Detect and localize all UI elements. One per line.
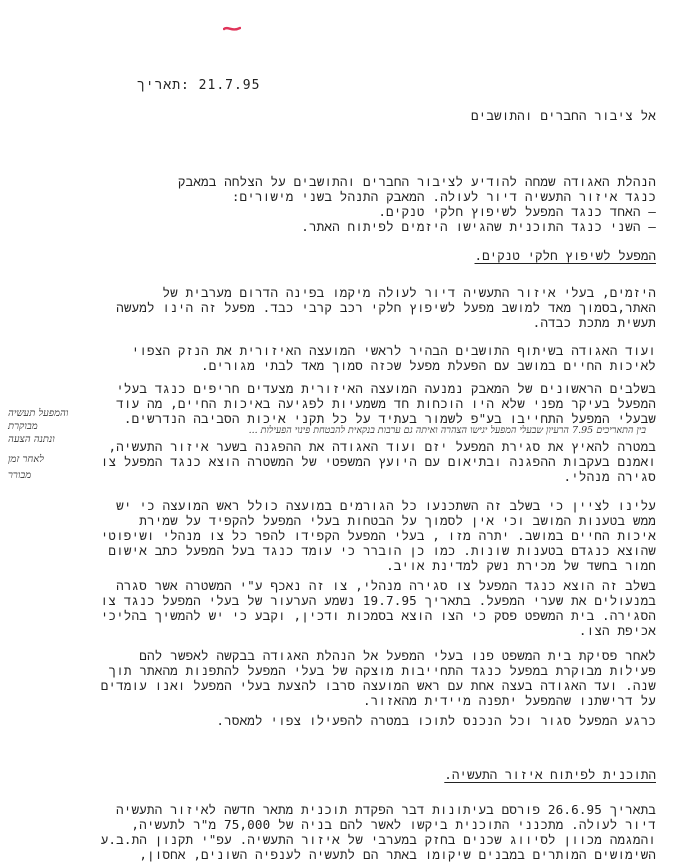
- paragraph-line: ממש בטענות המושב וכי אין לסמוך על הבטחות בעלי המפעל להקפיד על שמירת: [139, 513, 656, 528]
- red-pen-mark: [223, 25, 241, 33]
- intro-line: הנהלת האגודה שמחה להודיע לציבור החברים והתושבים על הצלחה במאבק: [177, 174, 656, 189]
- section-heading-tank-plant: המפעל לשיפוץ חלקי טנקים.: [474, 248, 656, 263]
- handwritten-margin-note: מבורר: [8, 470, 32, 481]
- paragraph-line: חמור בחשד של מכירת נשק למדינת אויב.: [386, 558, 656, 573]
- paragraph-line: דיור לעולה. מתכנני התוכנית ביקשו לאשר להם בניה של 75,000 מ"ר לתעשיה,: [131, 817, 656, 832]
- paragraph-line: איכות החיים במושב. יתרה מזו , בעלי המפעל הקפידו להפר כל צו מנהלי ושיפוטי: [100, 528, 656, 543]
- handwritten-margin-note: ונתנה הצעה: [8, 434, 55, 445]
- paragraph-line: ועוד האגודה בשיתוף התושבים הבהיר לראשי המועצה האיזורית את הנזק הצפוי: [131, 343, 656, 358]
- handwritten-margin-note: לאחר זמן: [8, 454, 44, 465]
- paragraph-line: בשלב זה הוצא כנגד המפעל צו סגירה מנהלי, צו זה נאכף ע"י המשטרה אשר סגרה: [116, 578, 656, 593]
- paragraph-line: פעילות מבוקרת במפעל כנגד התחייבות מוצקה של בעלי המפעל להתפנות מהאתר תוך: [108, 663, 656, 678]
- paragraph-line: היזמים, בעלי איזור התעשיה דיור לעולה מיקמו בפינה הדרום מערבית של: [162, 285, 656, 300]
- intro-line: – האחד כנגד המפעל לשיפוץ חלקי טנקים.: [378, 204, 656, 219]
- paragraph-line: בתאריך 26.6.95 פורסם בעיתונות דבר הפקדת תוכנית מתאר חדשה לאיזור התעשיה: [116, 802, 656, 817]
- paragraph-line: שהוצא כנגדם בטענות שונות. כמו כן הוברר כי עומד כנגד בעל המפעל כתב אישום: [108, 543, 656, 558]
- paragraph-line: בשלבים הראשונים של המאבק נמנעה המועצה האיזורית מצעדים חריפים כנגד בעלי: [116, 381, 656, 396]
- paragraph-line: אכיפת הצו.: [578, 623, 656, 638]
- paragraph-line: לאיכות החיים במושב עם הפעלת מפעל שכזה סמוך מאד לבתי מגורים.: [200, 358, 656, 373]
- paragraph-line: במטרה להאיץ את סגירת המפעל יזם ועוד האגודה את ההפגנה בשער איזור התעשיה,: [108, 439, 656, 454]
- handwritten-margin-note: מבוקרת: [8, 421, 38, 432]
- paragraph-line: עלינו לציין כי בשלב זה השתכנעו כל הגורמים במועצה כולל ראש המועצה כי יש: [116, 498, 656, 513]
- intro-line: – השני כנגד התוכנית שהגישו היזמים לפיתוח האתר.: [301, 219, 656, 234]
- intro-line: כנגד איזור התעשיה דיור לעולה. המאבק התנהל בשני מישורים:: [231, 189, 656, 204]
- paragraph-line: ואמנם בעקבות ההפגנה ובתיאום עם היועץ המשפטי של המשטרה הוצא כנגד המפעל צו: [100, 454, 656, 469]
- paragraph-line: כרגע המפעל סגור וכל הנכנס לתוכו במטרה להפעילו צפוי למאסר.: [216, 713, 656, 728]
- paragraph-line: והמגמה מכוון לסיווג שכנים בחזק במערבי של איזור התעשיה. עפ"י תקנון הת.ב.ע: [100, 832, 656, 847]
- paragraph-line: שבעלי המפעל התחייבו בע"פ לשמור בעתיד על כל תקני איכות הסביבה הנדרשים.: [123, 411, 656, 426]
- paragraph-line: שנה. ועד האגודה בעצה אחת עם ראש המועצה סרבו להצעת בעלי המפעל ואנו עומדים: [100, 678, 656, 693]
- section-heading-industrial-zone-plan: התוכנית לפיתוח איזור התעשיה.: [444, 767, 656, 782]
- addressee-line: אל ציבור החברים והתושבים: [470, 108, 656, 123]
- paragraph-line: תעשית מתכת כבדה.: [532, 315, 656, 330]
- paragraph-line: הסגירה. בית המשפט פסק כי הצו הוצא בסמכות ודכין, וקבע כי יש להמשיך בהליכי: [100, 608, 656, 623]
- paragraph-line: סגירה מנהלי.: [563, 469, 656, 484]
- paragraph-line: המפעל בעיקר מפני שלא היו הוכחות חד משמעיות לפגיעה באיכות החיים, מה עוד: [116, 396, 656, 411]
- paragraph-line: האתר,בסמוך מאד למושב מפעל לשיפוץ חלקי רכב קרבי כבד. מפעל זה הינו למעשה: [116, 300, 656, 315]
- letter-date: 21.7.95 :תאריך: [137, 78, 261, 93]
- handwritten-margin-note: והמפעל תעשיה: [8, 408, 69, 419]
- paragraph-line: במנעולים את שערי המפעל. בתאריך 19.7.95 נשמע הערעור של בעלי המפעל כנגד צו: [100, 593, 656, 608]
- paragraph-line: על דרישתנו שהמפעל יתפנה מיידית מהאזור.: [362, 693, 656, 708]
- handwritten-overlay-note: בין התאריכים 7.95 הרעיון שבעלי המפעל יגישו הצהרה ואיתה גם ערבות בנקאית להבטחת פינוי הפעילות ...: [248, 425, 646, 436]
- paragraph-line: לאחר פסיקת בית המשפט פנו בעלי המפעל אל הנהלת האגודה בבקשה לאפשר להם: [139, 648, 656, 663]
- paragraph-line: השימושים המותרים במבנים שיקומו באתר הם לתעשיה לענפיה השונים, אחסון,: [139, 847, 656, 862]
